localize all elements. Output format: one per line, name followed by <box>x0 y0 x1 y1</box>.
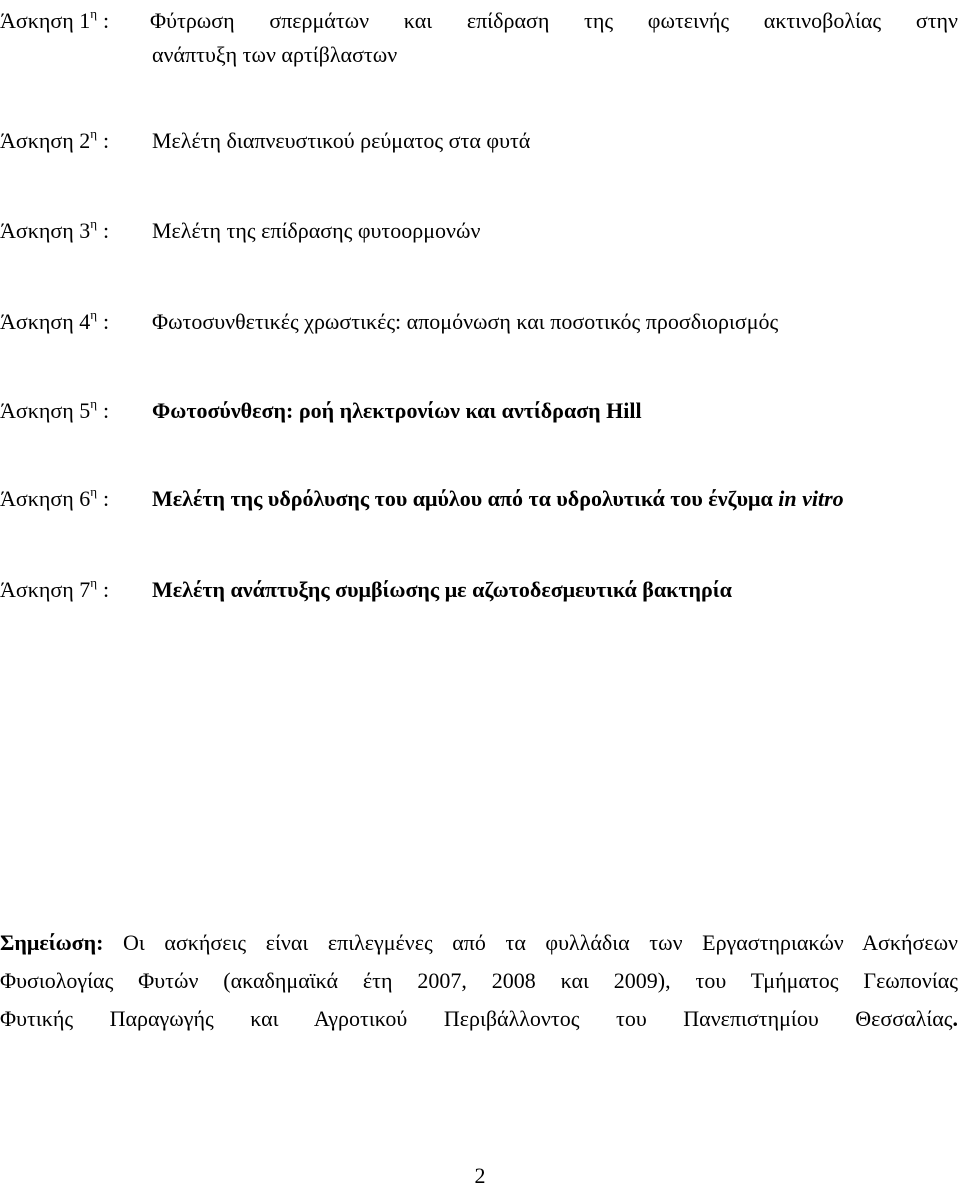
exercise-3-title: Μελέτη της επίδρασης φυτοορμονών <box>152 218 481 243</box>
exercise-1-title-line-1: Φύτρωση σπερμάτων και επίδραση της φωτεινής ακτινοβολίας στην <box>150 8 958 33</box>
page-number: 2 <box>474 1163 486 1188</box>
exercise-5-label: Άσκηση $5^\eta$ : <box>0 395 110 423</box>
note-line-2: Φυσιολογίας Φυτών (ακαδημαϊκά έτη 2007, 2008 και 2009), του Τμήματος Γεωπονίας <box>0 968 958 993</box>
exercise-4-label: Άσκηση $4^\eta$ : <box>0 306 110 334</box>
exercise-6-title <box>152 484 958 514</box>
note-line-3-period: . <box>952 1006 958 1031</box>
note-line-1-text: Οι ασκήσεις είναι επιλεγμένες από τα φυλλάδια των Εργαστηριακών Ασκήσεων <box>103 930 958 955</box>
exercise-7-title: Μελέτη ανάπτυξης συμβίωσης με αζωτοδεσμευτικά βακτηρία <box>152 577 732 602</box>
exercise-7-label: Άσκηση $7^\eta$ : <box>0 574 110 602</box>
exercise-6-title-text: Μελέτη της υδρόλυσης του αμύλου από τα υδρολυτικά του ένζυμα <box>152 486 779 511</box>
note-line-3 <box>0 1000 958 1038</box>
exercise-6-label: Άσκηση $6^\eta$ : <box>0 483 110 511</box>
note-paragraph <box>0 924 958 1038</box>
exercise-4-title: Φωτοσυνθετικές χρωστικές: απομόνωση και ποσοτικός προσδιορισμός <box>152 309 779 334</box>
exercise-5-title: Φωτοσύνθεση: ροή ηλεκτρονίων και αντίδραση Hill <box>152 398 642 423</box>
exercise-1-title-line-2: ανάπτυξη των αρτίβλαστων <box>152 42 398 67</box>
exercise-6-title-italic: in vitro <box>778 486 844 511</box>
exercise-3-label: Άσκηση $3^\eta$ : <box>0 215 110 243</box>
exercise-2-label: Άσκηση $2^\eta$ : <box>0 125 110 153</box>
note-line-1 <box>0 924 958 962</box>
note-line-3-text: Φυτικής Παραγωγής και Αγροτικού Περιβάλλοντος του Πανεπιστημίου Θεσσαλίας <box>0 1006 953 1031</box>
note-label: Σημείωση: <box>0 930 104 955</box>
exercise-2-title: Μελέτη διαπνευστικού ρεύματος στα φυτά <box>152 128 531 153</box>
exercise-1-label: Άσκηση $1^\eta$ : <box>0 5 110 33</box>
